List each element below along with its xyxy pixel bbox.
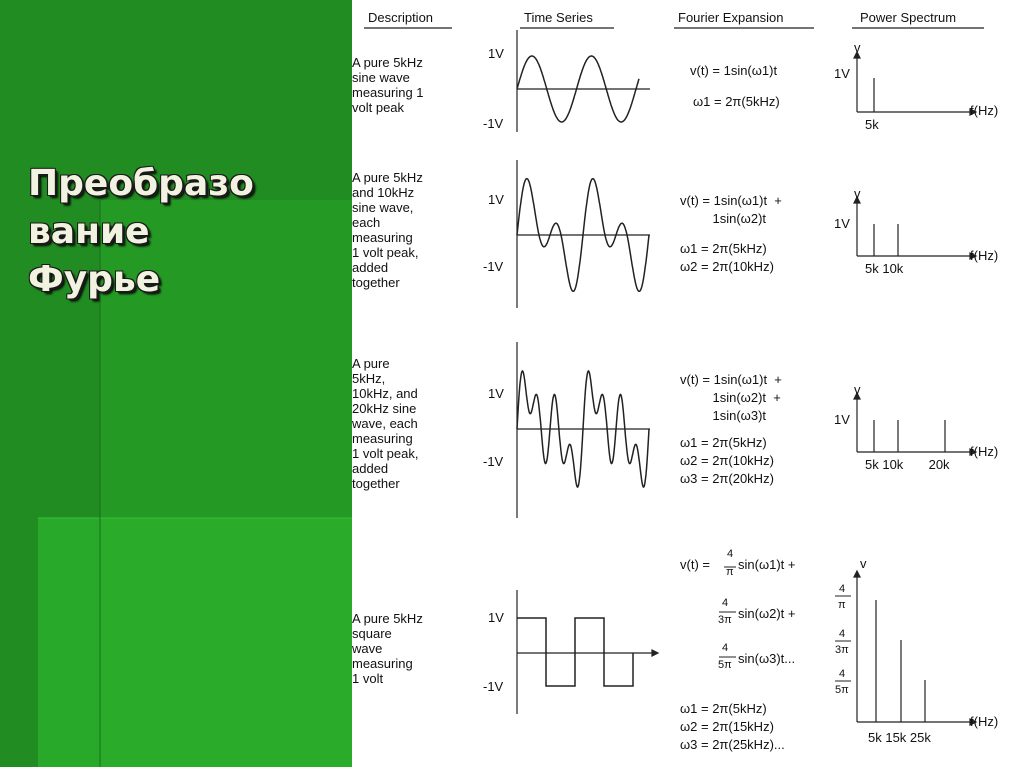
row-4-frac2-den: 3π bbox=[718, 614, 732, 626]
ts-4-bottom-label: -1V bbox=[483, 679, 504, 694]
ps-1-v-label: v bbox=[854, 40, 861, 55]
row-4-frac1-den: π bbox=[726, 566, 734, 578]
ts-3-bottom-label: -1V bbox=[483, 454, 504, 469]
ps-4-frac3-num: 4 bbox=[839, 668, 846, 680]
row-1-fourier-omega: ω1 = 2π(5kHz) bbox=[693, 94, 780, 109]
ps-4-frac2-den: 3π bbox=[835, 644, 849, 656]
ps-1-ticks: 5k bbox=[865, 117, 879, 132]
ps-4-frac1-den: π bbox=[838, 599, 846, 611]
row-2-fourier-eq: v(t) = 1sin(ω1)t + 1sin(ω2)t bbox=[680, 193, 782, 226]
square-wave-5khz bbox=[517, 618, 633, 686]
ps-3-1v-label: 1V bbox=[834, 412, 850, 427]
row-4-frac1-num: 4 bbox=[727, 548, 734, 560]
header-time-series: Time Series bbox=[524, 10, 593, 25]
ts-2-bottom-label: -1V bbox=[483, 259, 504, 274]
row-2-fourier-omega: ω1 = 2π(5kHz) ω2 = 2π(10kHz) bbox=[680, 241, 774, 274]
ts-3-top-label: 1V bbox=[488, 386, 504, 401]
ps-2-fhz-label: f(Hz) bbox=[970, 248, 999, 263]
row-4-term2: sin(ω2)t + bbox=[738, 606, 796, 621]
row-3-description: A pure 5kHz, 10kHz, and 20kHz sine wave, each measuring 1 volt peak, added together bbox=[352, 356, 419, 491]
row-1-description: A pure 5kHz sine wave measuring 1 volt peak bbox=[352, 55, 424, 115]
ps-1-1v-label: 1V bbox=[834, 66, 850, 81]
row-3-fourier-eq: v(t) = 1sin(ω1)t + 1sin(ω2)t + 1sin(ω3)t bbox=[680, 372, 782, 423]
title-line-2: вание bbox=[28, 211, 150, 252]
title-line-1: Преобразо bbox=[28, 163, 254, 204]
row-4-frac2-num: 4 bbox=[722, 597, 729, 609]
title-line-3: Фурье bbox=[28, 259, 161, 300]
row-4-frac3-den: 5π bbox=[718, 659, 732, 671]
row-1-fourier-eq: v(t) = 1sin(ω1)t bbox=[690, 63, 778, 78]
header-description: Description bbox=[368, 10, 434, 25]
ps-2-1v-label: 1V bbox=[834, 216, 850, 231]
ps-4-ticks: 5k 15k 25k bbox=[868, 730, 931, 745]
ps-axes-2 bbox=[854, 197, 976, 259]
ts-2-top-label: 1V bbox=[488, 192, 504, 207]
row-4-frac3-num: 4 bbox=[722, 642, 729, 654]
row-3-fourier-omega: ω1 = 2π(5kHz) ω2 = 2π(10kHz) ω3 = 2π(20kHz) bbox=[680, 435, 774, 486]
ts-axes-4 bbox=[517, 590, 658, 714]
ps-3-v-label: v bbox=[854, 382, 861, 397]
slide-title bbox=[28, 160, 328, 304]
ts-1-bottom-label: -1V bbox=[483, 116, 504, 131]
ps-4-frac2-num: 4 bbox=[839, 628, 846, 640]
ps-4-fhz-label: f(Hz) bbox=[970, 714, 999, 729]
row-4-term1: sin(ω1)t + bbox=[738, 557, 796, 572]
ps-4-frac3-den: 5π bbox=[835, 684, 849, 696]
ps-3-ticks: 5k 10k 20k bbox=[865, 457, 950, 472]
ts-axes-1 bbox=[517, 30, 650, 132]
ts-4-top-label: 1V bbox=[488, 610, 504, 625]
ps-4-v-label: v bbox=[860, 556, 867, 571]
header-fourier-expansion: Fourier Expansion bbox=[678, 10, 784, 25]
ps-4-frac1-num: 4 bbox=[839, 583, 846, 595]
row-4-description: A pure 5kHz square wave measuring 1 volt bbox=[352, 611, 423, 686]
ps-3-fhz-label: f(Hz) bbox=[970, 444, 999, 459]
row-4-fourier-prefix: v(t) = bbox=[680, 557, 710, 572]
row-4-fourier-omega: ω1 = 2π(5kHz) ω2 = 2π(15kHz) ω3 = 2π(25kHz)... bbox=[680, 701, 785, 752]
row-2-description: A pure 5kHz and 10kHz sine wave, each measuring 1 volt peak, added together bbox=[352, 170, 423, 290]
ts-1-top-label: 1V bbox=[488, 46, 504, 61]
row-4-term3: sin(ω3)t... bbox=[738, 651, 796, 666]
ps-axes-1 bbox=[854, 52, 976, 115]
ps-2-v-label: v bbox=[854, 186, 861, 201]
ps-axes-3 bbox=[854, 393, 976, 455]
ps-2-ticks: 5k 10k bbox=[865, 261, 904, 276]
ps-1-fhz-label: f(Hz) bbox=[970, 103, 999, 118]
header-power-spectrum: Power Spectrum bbox=[860, 10, 957, 25]
